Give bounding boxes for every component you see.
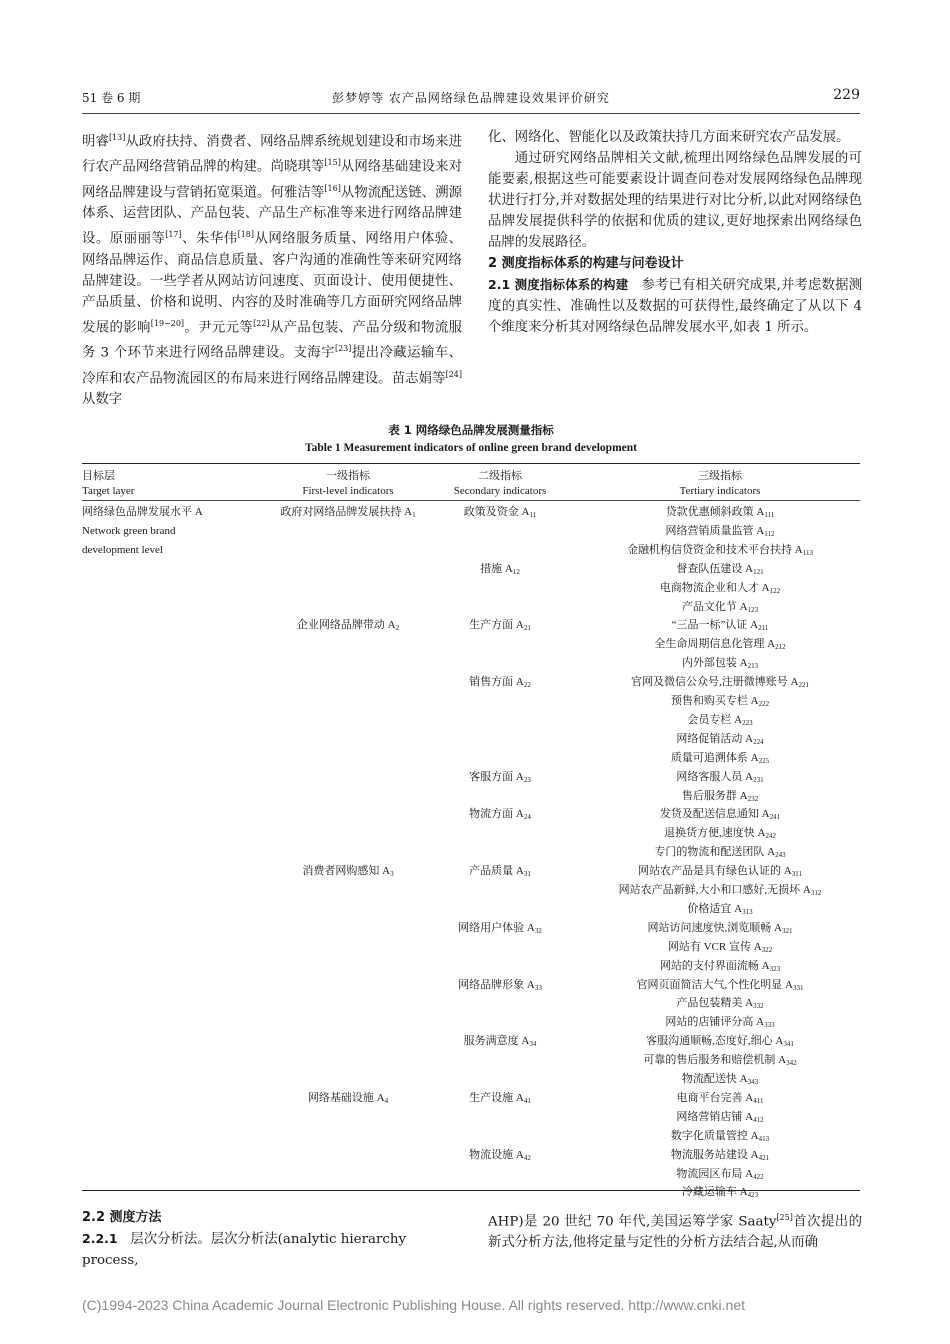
tertiary-cell: 质量可追溯体系 $A_{225}$: [670, 751, 770, 765]
tertiary-cell: 督查队伍建设 $A_{121}$: [676, 562, 764, 576]
first-level-cell: 网络基础设施 $A_4$: [307, 1091, 389, 1105]
tertiary-cell: 网络营销质量监管 $A_{112}$: [665, 524, 775, 538]
secondary-cell: 服务满意度 $A_{34}$: [463, 1035, 537, 1049]
tertiary-cell: 网络促销活动 $A_{224}$: [676, 732, 764, 746]
section-2-2-1-text: 层次分析法。层次分析法(analytic hierarchy process,: [82, 1232, 407, 1268]
secondary-cell: 客服方面 $A_{23}$: [469, 770, 531, 784]
tertiary-cell: 物流配送快 $A_{343}$: [681, 1073, 759, 1086]
tertiary-cell: 物流服务站建设 $A_{421}$: [670, 1148, 770, 1162]
table-header-rule: [82, 500, 860, 501]
tertiary-cell: 售后服务群 $A_{232}$: [681, 789, 759, 803]
tertiary-cell: “三品一标”认证 $A_{211}$: [671, 619, 769, 633]
table-caption-cn: 表 1 网络绿色品牌发展测量指标: [388, 423, 554, 437]
page-number: 229: [833, 87, 860, 103]
section-2-1-heading: 2.1 测度指标体系的构建: [488, 277, 629, 292]
secondary-cell: 生产方面 $A_{21}$: [469, 619, 531, 633]
tertiary-cell: 客服沟通顺畅,态度好,细心 $A_{341}$: [646, 1035, 794, 1049]
copyright-footer: (C)1994-2023 China Academic Journal Electronic Publishing House. All rights reserved. http://www.cnki.net: [82, 1297, 745, 1313]
first-level-cell: 政府对网络品牌发展扶持 $A_1$: [280, 506, 416, 519]
tertiary-cell: 可靠的售后服务和赔偿机制 $A_{342}$: [643, 1054, 797, 1068]
left-paragraph: 明睿[13]从政府扶持、消费者、网络品牌系统规划建设和市场来进行农产品网络营销品牌的构建。尚晓琪等[15]从网络基础建设来对网络品牌建设与营销拓宽渠道。何雅洁等[16]从物流配送链、溯源体系、运营团队、产品包装、产品生产标准等来进行网络品牌建设。原丽丽等[17]、朱华伟[18]从网络服务质量、网络用户体验、网络品牌运作、商品信息质量、客户沟通的准确性等来研究网络品牌建设。一些学者从网站访问速度、页面设计、使用便捷性、产品质量、价格和说明、内容的及时准确等几方面研究网络品牌发展的影响[19−20]。尹元元等[22]从产品包装、产品分级和物流服务 3 个环节来进行网络品牌建设。支海宇[23]提出冷藏运输车、冷库和农产品物流园区的布局来进行网络品牌建设。苗志娟等[24]从数字: [82, 133, 463, 408]
tertiary-cell: 贷款优惠倾斜政策 $A_{111}$: [665, 506, 775, 519]
tertiary-cell: 金融机构信贷资金和技术平台扶持 $A_{113}$: [627, 543, 813, 557]
tertiary-cell: 专门的物流和配送团队 $A_{243}$: [654, 846, 786, 860]
tertiary-cell: 网站农产品是具有绿色认证的 $A_{311}$: [638, 865, 802, 879]
tertiary-cell: 网站的支付界面流畅 $A_{323}$: [659, 959, 781, 973]
section-2-2-left: [82, 1207, 462, 1271]
header-target-layer: 目标层 Target layer: [82, 470, 135, 497]
tertiary-cell: 预售和购买专栏 $A_{222}$: [670, 695, 770, 708]
tertiary-cell: 网络客服人员 $A_{231}$: [676, 770, 764, 784]
section-2-heading: 2 测度指标体系的构建与问卷设计: [488, 256, 684, 271]
tertiary-cell: 网站的店铺评分高 $A_{333}$: [665, 1016, 775, 1030]
right-paragraph-1: 化、网络化、智能化以及政策扶持几方面来研究农产品发展。: [488, 130, 850, 145]
tertiary-cell: 数字化质量管控 $A_{413}$: [670, 1129, 770, 1143]
secondary-cell: 生产设施 $A_{41}$: [469, 1091, 531, 1105]
tertiary-cell: 网站访问速度快,浏览顺畅 $A_{321}$: [647, 921, 793, 935]
tertiary-cell: 全生命周期信息化管理 $A_{212}$: [654, 638, 786, 652]
tertiary-cell: 物流园区布局 $A_{422}$: [676, 1167, 764, 1181]
section-2-2-right: [488, 1207, 862, 1253]
tertiary-cell: 内外部包装 $A_{213}$: [681, 657, 759, 671]
header-rule: [82, 113, 860, 114]
secondary-cell: 产品质量 $A_{31}$: [469, 865, 531, 879]
tertiary-cell: 电商平台完善 $A_{411}$: [676, 1091, 764, 1105]
secondary-cell: 销售方面 $A_{22}$: [469, 676, 531, 690]
table-caption-en: Table 1 Measurement indicators of online green brand development: [304, 442, 637, 454]
tertiary-cell: 产品文化节 $A_{123}$: [681, 600, 759, 614]
section-2-2-heading: 2.2 测度方法: [82, 1210, 162, 1225]
section-2-2-right-text: AHP)是 20 世纪 70 年代,美国运筹学家 Saaty[25]首次提出的新式分析方法,他将定量与定性的分析方法结合起,从而确: [488, 1213, 862, 1251]
table-top-rule: [82, 463, 860, 464]
right-paragraph-2: 通过研究网络品牌相关文献,梳理出网络绿色品牌发展的可能要素,根据这些可能要素设计调查问卷对发展网络绿色品牌现状进行打分,并对数据处理的结果进行对比分析,以此对网络绿色品牌发展提供科学的依据和优质的建议,更好地探索出网络绿色品牌的发展路径。: [488, 151, 862, 250]
tertiary-cell: 网站有 VCR 宣传 $A_{322}$: [667, 940, 773, 954]
tertiary-cell: 官网页面简洁大气,个性化明显 $A_{331}$: [636, 978, 804, 992]
tertiary-cell: 价格适宜 $A_{313}$: [687, 902, 753, 916]
tertiary-cell: 冷藏运输车 $A_{423}$: [681, 1186, 759, 1200]
left-column: [82, 127, 462, 410]
target-layer-cell: 网络绿色品牌发展水平 A Network green brand development level: [82, 506, 203, 556]
tertiary-cell: 电商物流企业和人才 $A_{122}$: [659, 581, 781, 595]
header-tertiary: 三级指标 Tertiary indicators: [679, 470, 761, 497]
tertiary-cell: 官网及微信公众号,注册微博账号 $A_{221}$: [631, 676, 809, 690]
tertiary-cell: 网络营销店铺 $A_{412}$: [676, 1110, 764, 1124]
tertiary-cell: 网站农产品新鲜,大小和口感好,无损坏 $A_{312}$: [618, 884, 822, 897]
running-title: 彭梦婷等 农产品网络绿色品牌建设效果评价研究: [332, 91, 610, 105]
tertiary-cell: 退换货方便,速度快 $A_{242}$: [664, 827, 776, 841]
header-first-level: 一级指标 First-level indicators: [302, 470, 394, 497]
header-secondary: 二级指标 Secondary indicators: [453, 470, 547, 497]
secondary-cell: 物流设施 $A_{42}$: [469, 1148, 531, 1162]
first-level-cell: 消费者网购感知 $A_3$: [302, 865, 394, 879]
secondary-cell: 物流方面 $A_{24}$: [469, 808, 531, 822]
secondary-cell: 网络品牌形象 $A_{33}$: [458, 978, 542, 992]
right-column: [488, 127, 862, 338]
tertiary-cell: 发货及配送信息通知 $A_{241}$: [659, 808, 781, 822]
tertiary-cell: 会员专栏 $A_{223}$: [687, 713, 753, 727]
secondary-cell: 政策及资金 $A_{11}$: [463, 506, 537, 519]
section-2-2-1-heading: 2.2.1: [82, 1231, 118, 1246]
right-paragraph-3: 参考已有相关研究成果,并考虑数据测度的真实性、准确性以及数据的可获得性,最终确定了从以下 4 个维度来分析其对网络绿色品牌发展水平,如表 1 所示。: [488, 278, 862, 335]
tertiary-cell: 产品包装精美 $A_{332}$: [676, 997, 764, 1011]
secondary-cell: 网络用户体验 $A_{32}$: [458, 921, 542, 935]
first-level-cell: 企业网络品牌带动 $A_2$: [296, 619, 400, 633]
secondary-cell: 措施 $A_{12}$: [480, 562, 520, 576]
issue-label: 51 卷 6 期: [82, 91, 141, 105]
running-header: [82, 89, 860, 109]
